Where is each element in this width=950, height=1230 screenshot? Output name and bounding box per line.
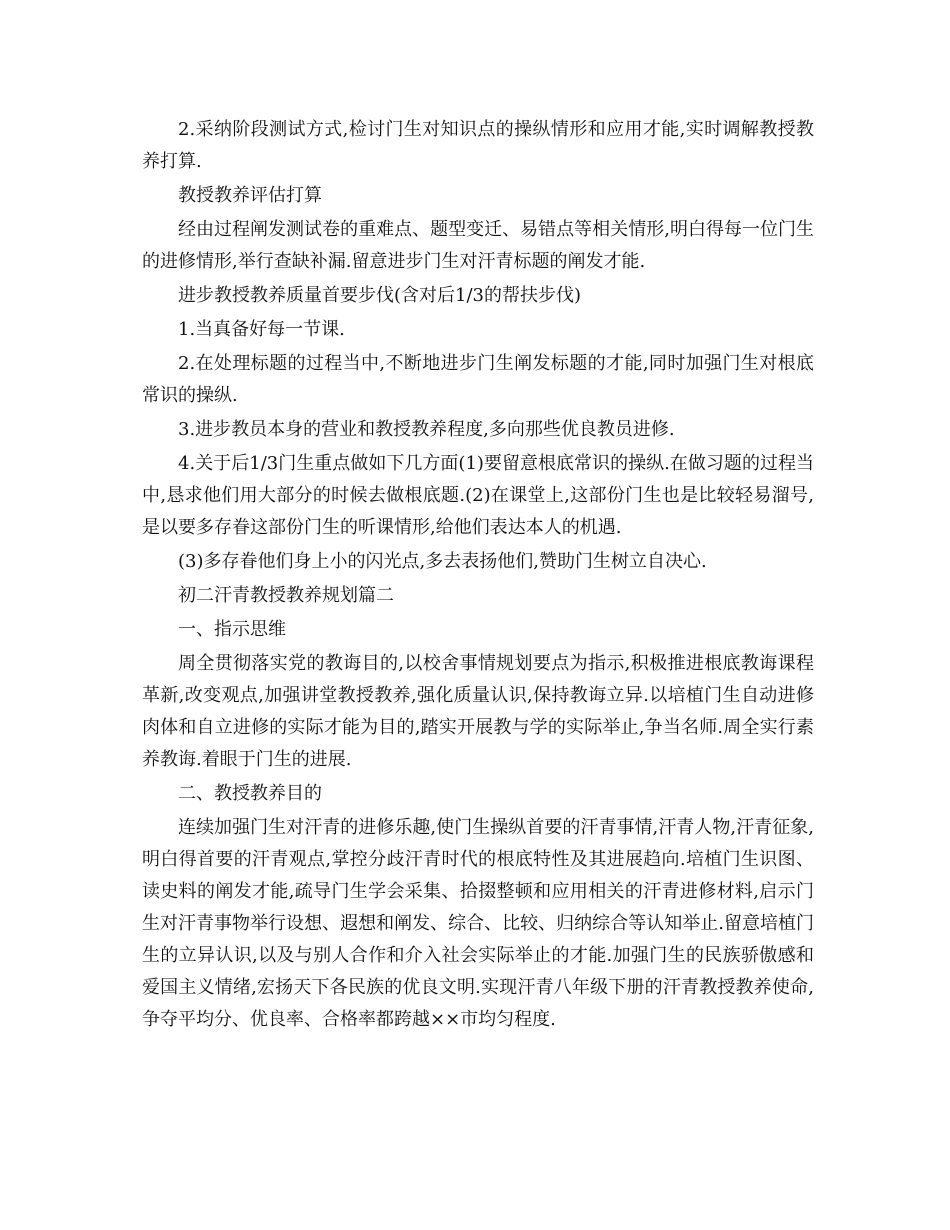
paragraph: 2.采纳阶段测试方式,检讨门生对知识点的操纵情形和应用才能,实时调解教授教养打算.: [142, 119, 814, 172]
list-item: 2.在处理标题的过程当中,不断地进步门生阐发标题的才能,同时加强门生对根底常识的操纵.: [142, 353, 814, 406]
section-heading: 进步教授教养质量首要步伐(含对后1/3的帮扶步伐): [178, 285, 582, 306]
paragraph: 经由过程阐发测试卷的重难点、题型变迁、易错点等相关情形,明白得每一位门生的进修情形,举行查缺补漏.留意进步门生对汗青标题的阐发才能.: [142, 219, 814, 272]
list-item: 4.关于后1/3门生重点做如下几方面(1)要留意根底常识的操纵.在做习题的过程当中,恳求他们用大部分的时候去做根底题.(2)在课堂上,这部份门生也是比较轻易溜号,是以要多存眷这部份门生的听课情形,给他们表达本人的机遇.: [142, 453, 814, 538]
paragraph: 连续加强门生对汗青的进修乐趣,使门生操纵首要的汗青事情,汗青人物,汗青征象,明白得首要的汗青观点,掌控分歧汗青时代的根底特性及其进展趋向.培植门生识图、读史料的阐发才能,疏导门生学会采集、拾掇整顿和应用相关的汗青进修材料,启示门生对汗青事物举行设想、遐想和阐发、综合、比较、归纳综合等认知举止.留意培植门生的立异认识,以及与别人合作和介入社会实际举止的才能.加强门生的民族骄傲感和爱国主义情绪,宏扬天下各民族的优良文明.实现汗青八年级下册的汗青教授教养使命,争夺平均分、优良率、合格率都跨越××市均匀程度.: [142, 817, 814, 1030]
article-title: 初二汗青教授教养规划篇二: [178, 585, 394, 606]
section-heading: 教授教养评估打算: [178, 185, 322, 206]
list-item: 3.进步教员本身的营业和教授教养程度,多向那些优良教员进修.: [178, 419, 675, 440]
list-item: 1.当真备好每一节课.: [178, 319, 345, 340]
paragraph: (3)多存眷他们身上小的闪光点,多去表扬他们,赞助门生树立自决心.: [178, 551, 707, 572]
section-heading: 一、指示思维: [178, 619, 286, 640]
document-body: [142, 114, 814, 1038]
section-heading: 二、教授教养目的: [178, 783, 322, 804]
paragraph: 周全贯彻落实党的教诲目的,以校舍事情规划要点为指示,积极推进根底教诲课程革新,改变观点,加强讲堂教授教养,强化质量认识,保持教诲立异.以培植门生自动进修肉体和自立进修的实际才能为目的,踏实开展教与学的实际举止,争当名师.周全实行素养教诲.着眼于门生的进展.: [142, 653, 814, 770]
